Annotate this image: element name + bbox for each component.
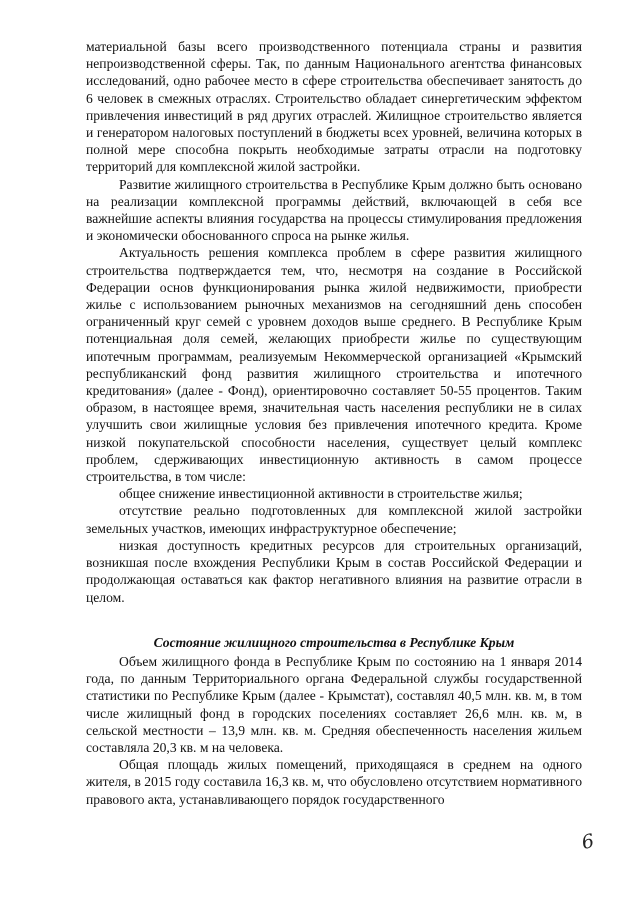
paragraph-living-area: Общая площадь жилых помещений, приходящаяся в среднем на одного жителя, в 2015 году составила 16,3 кв. м, что обусловлено отсутствием нормативного правового акта, устанавливающего порядок государственного — [86, 757, 582, 807]
list-item-credit-access: низкая доступность кредитных ресурсов для строительных организаций, возникшая после вхождения Республики Крым в состав Российской Федерации и продолжающая оставаться как фактор негативного влияния на развитие отрасли в целом. — [86, 537, 582, 605]
paragraph-housing-program: Развитие жилищного строительства в Республике Крым должно быть основано на реализации комплексной программы действий, включающей в себя все важнейшие аспекты влияния государства на процессы стимулирования предложения и экономически обоснованного спроса на рынке жилья. — [86, 176, 582, 244]
paragraph-housing-stock: Объем жилищного фонда в Республике Крым по состоянию на 1 января 2014 года, по данным Территориального органа Федеральной службы государственной статистики по Республике Крым (далее - Крымстат), составлял 40,5 млн. кв. м, в том числе жилищный фонд в городских поселениях составляет 26,6 млн. кв. м, в сельской местности – 13,9 млн. кв. м. Средняя обеспеченность населения жильем составляла 20,3 кв. м на человека. — [86, 653, 582, 755]
page-number: 6 — [579, 829, 597, 855]
section-heading: Состояние жилищного строительства в Республике Крым — [153, 634, 515, 650]
paragraph-relevance: Актуальность решения комплекса проблем в сфере развития жилищного строительства подтверждается тем, что, несмотря на создание в Российской Федерации основ функционирования рынка жилой недвижимости, приобрести жилье с использованием рыночных механизмов на сегодняшний день способен ограниченный круг семей с уровнем доходов выше среднего. В Республике Крым потенциальная доля семей, желающих приобрести жилье по существующим ипотечным программам, реализуемым Некоммерческой организацией «Крымский республиканский фонд развития жилищного строительства и ипотечного кредитования» (далее - Фонд), ориентировочно составляет 50-55 процентов. Таким образом, в настоящее время, значительная часть населения республики не в силах улучшить свои жилищные условия без привлечения ипотечного кредита. Кроме низкой покупательской способности населения, существует целый комплекс проблем, сдерживающих инвестиционную активность в самом процессе строительства, в том числе: — [86, 245, 582, 485]
paragraph-continuation: материальной базы всего производственного потенциала страны и развития непроизводственной сферы. Так, по данным Национального агентства финансовых исследований, одно рабочее место в сфере строительства обеспечивает занятость до 6 человек в смежных отраслях. Строительство обладает синергетическим эффектом привлечения инвестиций в ряд других отраслей. Жилищное строительство является и генератором налоговых поступлений в бюджеты всех уровней, величина которых в полной мере способна покрыть необходимые затраты отрасли на подготовку территорий для комплексной жилой застройки. — [86, 39, 582, 175]
document-body — [86, 38, 582, 808]
list-item-investment-decline: общее снижение инвестиционной активности в строительстве жилья; — [119, 486, 523, 502]
list-item-land-plots: отсутствие реально подготовленных для комплексной жилой застройки земельных участков, имеющих инфраструктурное обеспечение; — [86, 503, 582, 536]
